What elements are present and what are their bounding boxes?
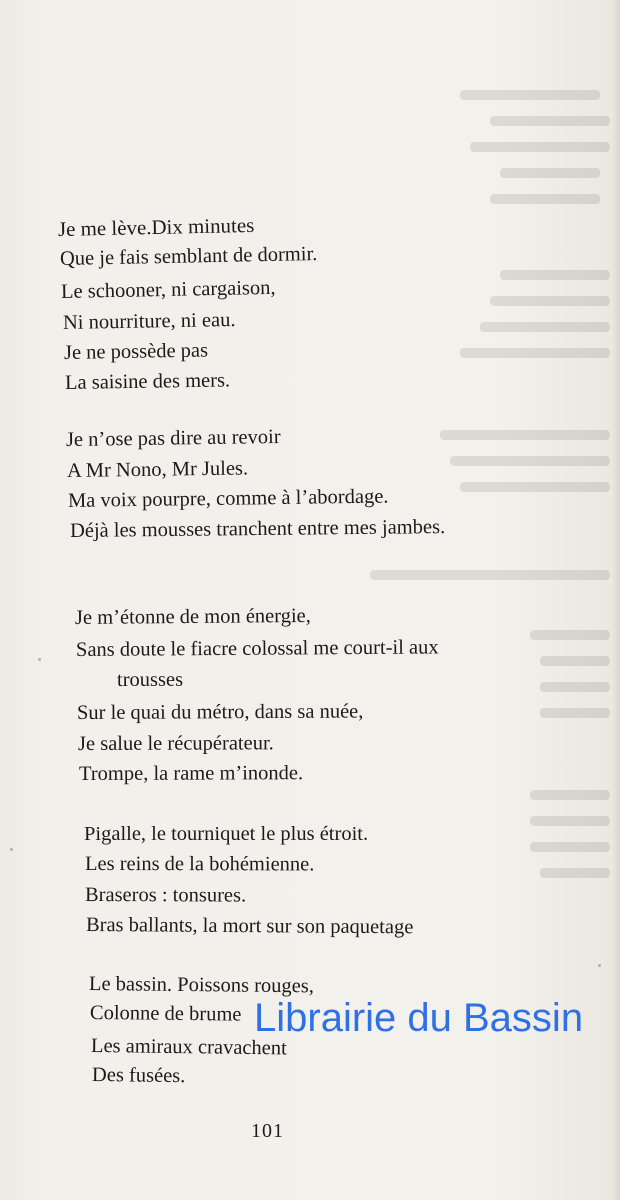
poem-line: Les reins de la bohémienne. [84,853,315,876]
poem-line: Sans doute le fiacre colossal me court-il aux [75,636,439,661]
poem-line: Je n’ose pas dire au revoir [65,426,281,451]
poem-line: Que je fais semblant de dormir. [59,243,318,270]
poem-line: Les amiraux cravachent [90,1035,287,1060]
page-edge-shadow [612,0,620,1200]
poem-line: Déjà les mousses tranchent entre mes jambes. [69,516,446,542]
poem-line: Braseros : tonsures. [84,884,247,907]
poem-line: Colonne de brume [89,1002,242,1026]
poem-line: Bras ballants, la mort sur son paquetage [85,914,414,939]
poem-line: Je salue le récupérateur. [77,732,274,755]
poem-line: Ni nourriture, ni eau. [62,308,236,334]
poem-line: Je m’étonne de mon énergie, [74,604,311,629]
poem-line: Ma voix pourpre, comme à l’abordage. [67,485,389,512]
paper-speck [598,964,601,967]
poem-line: La saisine des mers. [64,369,231,394]
poem-line: A Mr Nono, Mr Jules. [66,457,249,482]
paper-speck [38,658,41,661]
poem-line: Je ne possède pas [63,339,209,364]
poem-line: Trompe, la rame m’inonde. [78,762,304,785]
poem-line: Sur le quai du métro, dans sa nuée, [76,700,364,724]
poem-line: Des fusées. [91,1064,186,1088]
poem-line: Le schooner, ni cargaison, [60,276,276,303]
poem-line: Pigalle, le tourniquet le plus étroit. [84,823,369,845]
page-number: 101 [251,1120,284,1142]
watermark-text: Librairie du Bassin [254,996,584,1040]
poem-line: Je me lève.Dix minutes [57,214,255,241]
poem-line: Le bassin. Poissons rouges, [88,973,315,998]
paper-speck [10,848,13,851]
poem-line: trousses [116,668,184,691]
